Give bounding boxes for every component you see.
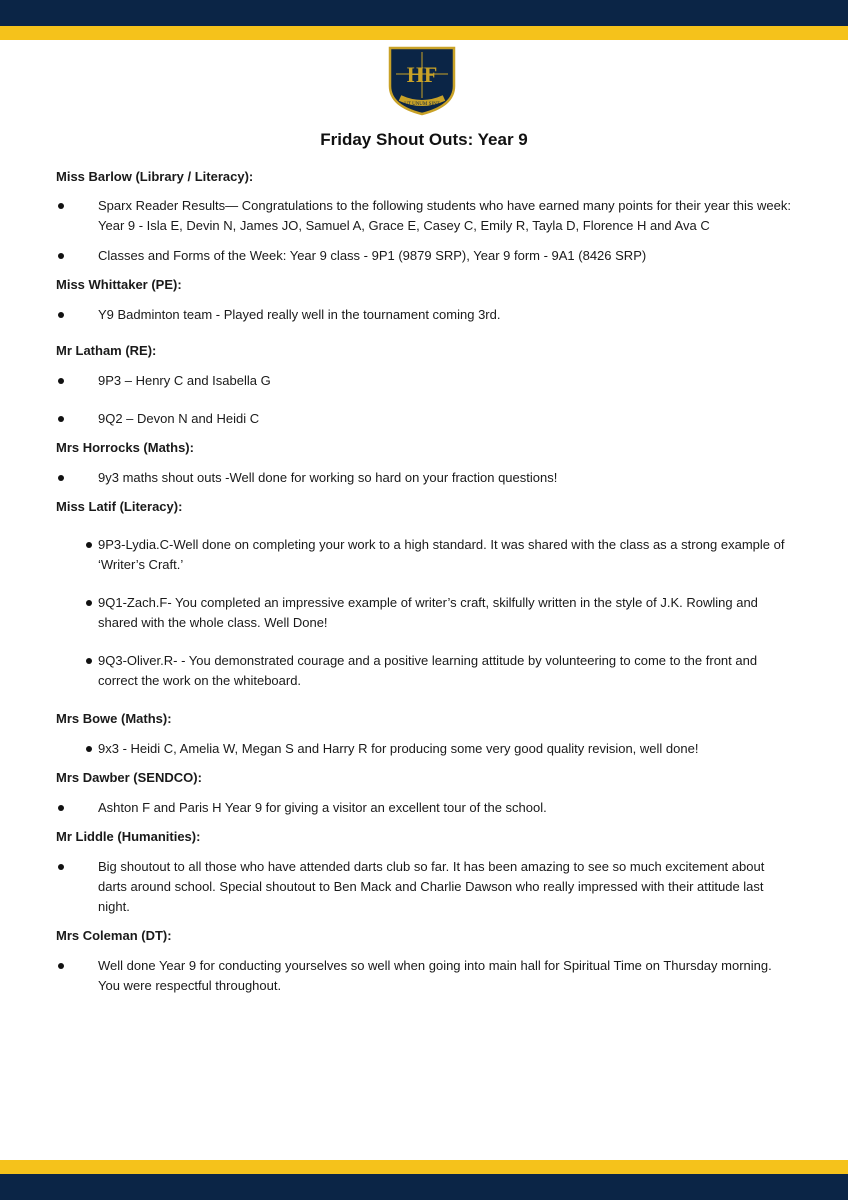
bullet-icon — [86, 658, 92, 664]
list-item-text: 9y3 maths shout outs -Well done for working so hard on your fraction questions! — [98, 470, 558, 485]
bullet-icon — [58, 312, 64, 318]
bullet-icon — [58, 416, 64, 422]
list-item-text: Big shoutout to all those who have attended darts club so far. It has been amazing to see so much excitement about darts around school. Special shoutout to Ben Mack and Charlie Dawson who really impressed with their attitude last night. — [98, 859, 765, 914]
bullet-icon — [58, 378, 64, 384]
list-item-text: Classes and Forms of the Week: Year 9 class - 9P1 (9879 SRP), Year 9 form - 9A1 (8426 SRP) — [98, 248, 647, 263]
list-item-text: 9Q2 – Devon N and Heidi C — [98, 411, 260, 426]
list-item-text: Sparx Reader Results— Congratulations to the following students who have earned many points for their year this week: Year 9 - Isla E, Devin N, James JO, Samuel A, Grace E, Casey C, Emily R, Tayla D, Florence H and Ava C — [98, 198, 791, 233]
school-crest-logo — [386, 46, 458, 116]
teacher-heading: Mr Latham (RE): — [56, 343, 157, 358]
bullet-icon — [58, 203, 64, 209]
teacher-heading: Miss Whittaker (PE): — [56, 277, 182, 292]
page-title: Friday Shout Outs: Year 9 — [320, 130, 528, 149]
list-item — [56, 371, 796, 391]
bullet-icon — [58, 963, 64, 969]
teacher-heading: Mrs Dawber (SENDCO): — [56, 770, 202, 785]
list-item — [56, 196, 796, 236]
footer-navy-band — [0, 1174, 848, 1200]
bullet-icon — [58, 805, 64, 811]
shout-outs-content — [56, 167, 796, 996]
list-item — [56, 409, 796, 429]
teacher-heading: Miss Barlow (Library / Literacy): — [56, 169, 254, 184]
bullet-icon — [86, 746, 92, 752]
teacher-heading: Mrs Bowe (Maths): — [56, 711, 172, 726]
crest-motto: UT UNUM SINT — [404, 102, 440, 107]
list-item-text: Ashton F and Paris H Year 9 for giving a visitor an excellent tour of the school. — [98, 800, 547, 815]
bullet-icon — [58, 864, 64, 870]
list-item-text: 9P3-Lydia.C-Well done on completing your work to a high standard. It was shared with the class as a strong example of ‘Writer’s Craft.’ — [98, 537, 785, 572]
teacher-heading: Mrs Coleman (DT): — [56, 928, 172, 943]
teacher-heading: Mr Liddle (Humanities): — [56, 829, 201, 844]
bullet-icon — [86, 600, 92, 606]
list-item-text: 9P3 – Henry C and Isabella G — [98, 373, 271, 388]
list-item-text: Y9 Badminton team - Played really well in the tournament coming 3rd. — [98, 307, 501, 322]
list-item-text: 9x3 - Heidi C, Amelia W, Megan S and Harry R for producing some very good quality revision, well done! — [98, 741, 699, 756]
bullet-icon — [58, 475, 64, 481]
list-item — [56, 651, 796, 691]
list-item — [56, 956, 796, 996]
list-item-text: Well done Year 9 for conducting yourselves so well when going into main hall for Spiritual Time on Thursday morning. You were respectful throughout. — [98, 958, 772, 993]
crest-initials: HF — [406, 62, 438, 87]
list-item — [56, 739, 796, 759]
footer-gold-band — [0, 1160, 848, 1174]
teacher-heading: Miss Latif (Literacy): — [56, 499, 183, 514]
list-item — [56, 246, 796, 266]
header-gold-band — [0, 26, 848, 40]
bullet-icon — [86, 542, 92, 548]
list-item — [56, 468, 796, 488]
header-navy-band — [0, 0, 848, 26]
list-item-text: 9Q1-Zach.F- You completed an impressive example of writer’s craft, skilfully written in the style of J.K. Rowling and shared with the whole class. Well Done! — [98, 595, 758, 630]
list-item — [56, 305, 796, 325]
list-item — [56, 593, 796, 633]
list-item — [56, 798, 796, 818]
list-item — [56, 535, 796, 575]
teacher-heading: Mrs Horrocks (Maths): — [56, 440, 194, 455]
list-item — [56, 857, 796, 917]
list-item-text: 9Q3-Oliver.R- - You demonstrated courage and a positive learning attitude by volunteering to come to the front and correct the work on the whiteboard. — [98, 653, 758, 688]
bullet-icon — [58, 253, 64, 259]
